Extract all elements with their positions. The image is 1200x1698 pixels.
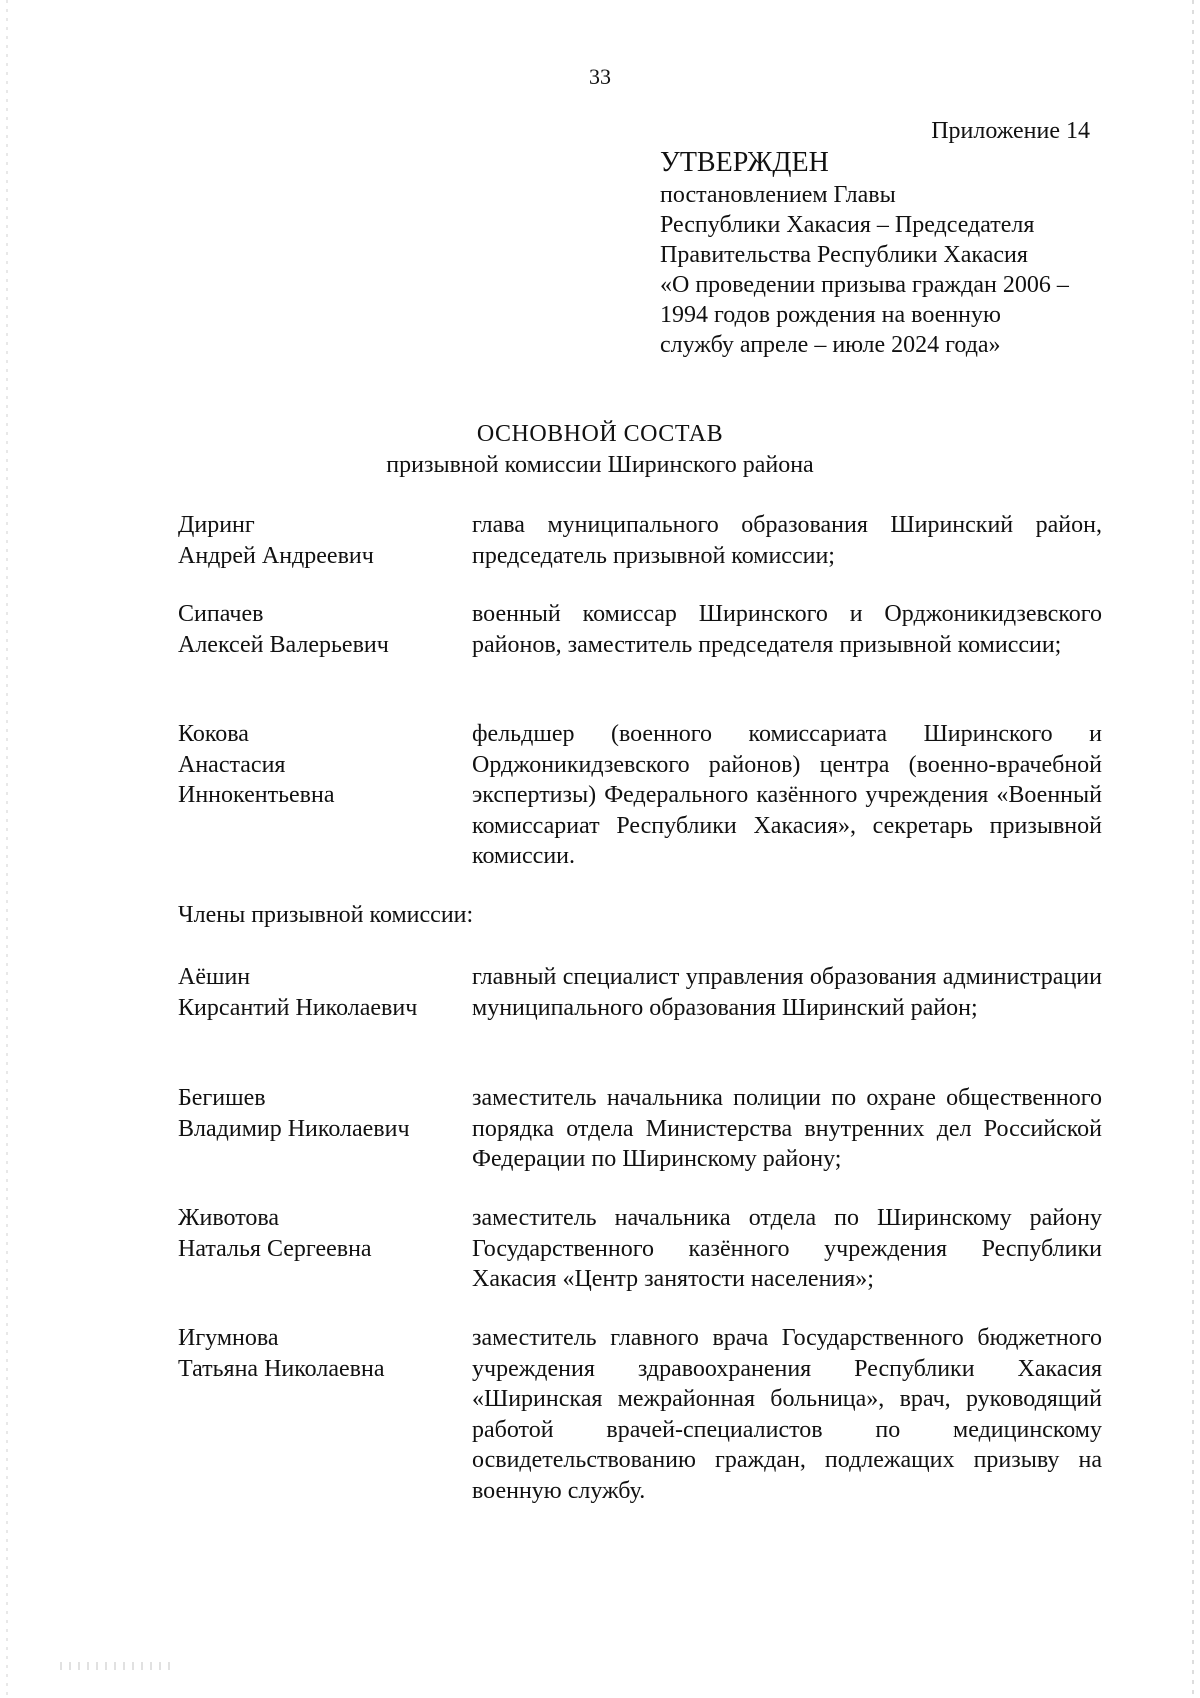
approval-line: Правительства Республики Хакасия [660, 242, 1028, 268]
person-position: глава муниципального образования Ширинский район, председатель призывной комиссии; [472, 512, 1102, 569]
scan-edge-right [1192, 0, 1194, 1698]
approval-line: 1994 годов рождения на военную [660, 302, 1001, 328]
sub-title: призывной комиссии Ширинского района [386, 452, 814, 478]
person-name [178, 1323, 458, 1384]
scan-artifact [60, 1662, 170, 1670]
person-position: заместитель начальника полиции по охране общественного порядка отдела Министерства внутренних дел Российской Федерации по Ширинскому району; [472, 1085, 1102, 1172]
members-heading: Члены призывной комиссии: [178, 902, 474, 928]
person-name [178, 599, 458, 660]
person-position: военный комиссар Ширинского и Орджоникидзевского районов, заместитель председателя призывной комиссии; [472, 601, 1102, 658]
given-names: Андрей Андреевич [178, 542, 374, 569]
person-name [178, 510, 458, 571]
given-names: Алексей Валерьевич [178, 631, 389, 658]
given-names: Кирсантий Николаевич [178, 994, 418, 1021]
scan-edge-left [6, 0, 8, 1698]
given-names: Анастасия [178, 751, 286, 778]
person-name [178, 719, 458, 811]
approval-line: службу апреле – июле 2024 года» [660, 332, 1001, 358]
approval-line: «О проведении призыва граждан 2006 – [660, 272, 1069, 298]
given-names: Наталья Сергеевна [178, 1235, 372, 1262]
surname: Сипачев [178, 601, 264, 627]
document-title [0, 418, 1200, 480]
surname: Игумнова [178, 1325, 279, 1351]
page-number: 33 [589, 64, 611, 89]
person-name [178, 1083, 458, 1144]
surname: Диринг [178, 512, 255, 538]
person-position: заместитель начальника отдела по Ширинскому району Государственного казённого учреждения Республики Хакасия «Центр занятости населения»; [472, 1205, 1102, 1292]
person-name [178, 962, 458, 1023]
approval-line: постановлением Главы [660, 182, 896, 208]
patronymic: Иннокентьевна [178, 782, 335, 808]
approval-block [660, 146, 1100, 360]
person-name [178, 1203, 458, 1264]
surname: Кокова [178, 721, 249, 747]
person-position: фельдшер (военного комиссариата Ширинского и Орджоникидзевского районов) центра (военно-врачебной экспертизы) Федерального казённого учреждения «Военный комиссариат Республики Хакасия», секретарь призывной комиссии. [472, 721, 1102, 869]
appendix-label: Приложение 14 [931, 118, 1090, 144]
approval-line: Республики Хакасия – Председателя [660, 212, 1035, 238]
given-names: Татьяна Николаевна [178, 1355, 385, 1382]
main-title: ОСНОВНОЙ СОСТАВ [476, 421, 724, 447]
given-names: Владимир Николаевич [178, 1115, 410, 1142]
person-position: главный специалист управления образования администрации муниципального образования Ширинский район; [472, 964, 1102, 1021]
surname: Бегишев [178, 1085, 266, 1111]
approved-heading: УТВЕРЖДЕН [660, 147, 829, 178]
surname: Аёшин [178, 964, 251, 990]
surname: Животова [178, 1205, 280, 1231]
person-position: заместитель главного врача Государственного бюджетного учреждения здравоохранения Республики Хакасия «Ширинская межрайонная больница», врач, руководящий работой врачей-специалистов по медицинскому освидетельствованию граждан, подлежащих призыву на военную службу. [472, 1325, 1102, 1504]
